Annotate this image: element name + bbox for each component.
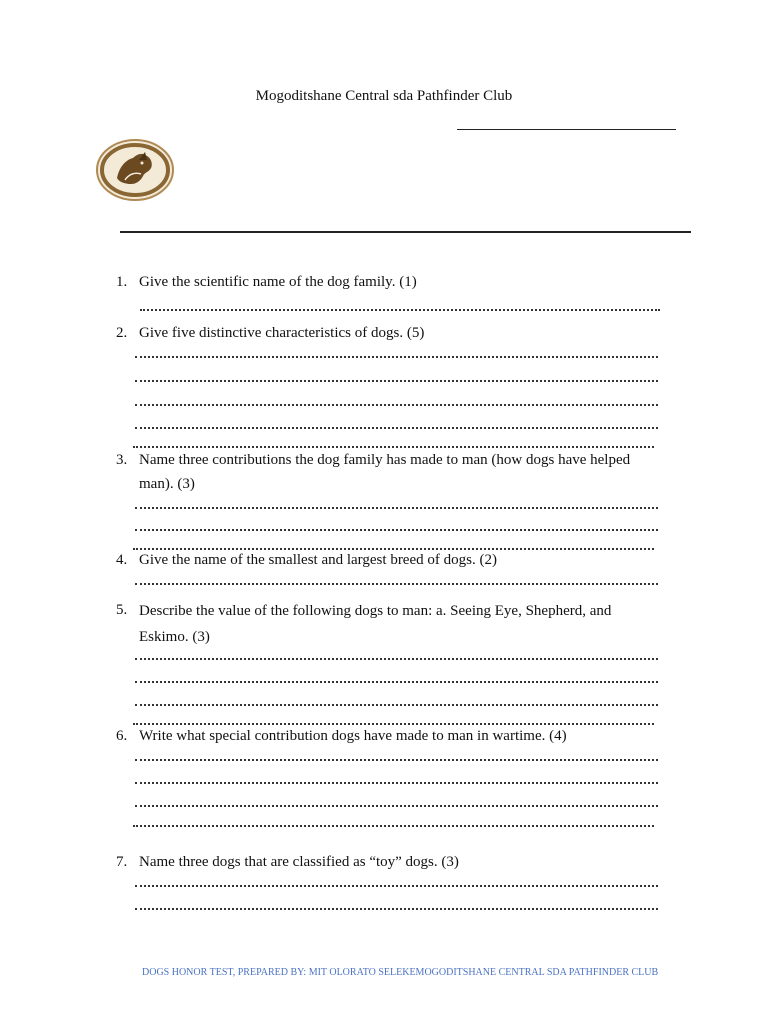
question-text: Name three dogs that are classified as “toy” dogs. (3)	[139, 854, 459, 870]
answer-line[interactable]	[135, 805, 658, 807]
answer-line[interactable]	[135, 681, 658, 683]
answer-line[interactable]	[135, 404, 658, 406]
answer-line[interactable]	[135, 658, 658, 660]
question-text: Describe the value of the following dogs to man: a. Seeing Eye, Shepherd, and Eskimo. (3)	[139, 603, 612, 645]
question-text: Give five distinctive characteristics of dogs. (5)	[139, 325, 425, 341]
question-number: 6.	[116, 728, 128, 744]
header-divider	[120, 231, 691, 233]
dog-head-logo-icon	[95, 138, 175, 202]
question-text: Name three contributions the dog family has made to man (how dogs have helped man). (3)	[139, 452, 631, 492]
answer-line[interactable]	[135, 704, 658, 706]
question-text: Give the name of the smallest and largest breed of dogs. (2)	[139, 552, 497, 568]
page-title: Mogoditshane Central sda Pathfinder Club	[255, 88, 513, 104]
question-number: 2.	[116, 325, 128, 341]
answer-line[interactable]	[135, 427, 658, 429]
answer-line[interactable]	[135, 759, 658, 761]
answer-line[interactable]	[135, 529, 658, 531]
answer-line[interactable]	[135, 782, 658, 784]
question-text: Write what special contribution dogs have made to man in wartime. (4)	[139, 728, 567, 744]
answer-line[interactable]	[133, 825, 654, 827]
answer-line[interactable]	[135, 583, 658, 585]
answer-line[interactable]	[135, 885, 658, 887]
question-number: 5.	[116, 602, 128, 618]
question-number: 4.	[116, 552, 128, 568]
answer-line[interactable]	[135, 356, 658, 358]
answer-line[interactable]	[135, 908, 658, 910]
question-number: 1.	[116, 274, 128, 290]
question-number: 7.	[116, 854, 128, 870]
answer-line[interactable]	[135, 507, 658, 509]
question-number: 3.	[116, 452, 128, 468]
answer-line[interactable]	[140, 309, 660, 311]
page-footer: DOGS HONOR TEST, PREPARED BY: MIT OLORATO SELEKEMOGODITSHANE CENTRAL SDA PATHFINDER CLUB	[142, 967, 659, 978]
answer-line[interactable]	[135, 380, 658, 382]
question-text: Give the scientific name of the dog family. (1)	[139, 274, 417, 290]
signature-line	[457, 129, 676, 130]
